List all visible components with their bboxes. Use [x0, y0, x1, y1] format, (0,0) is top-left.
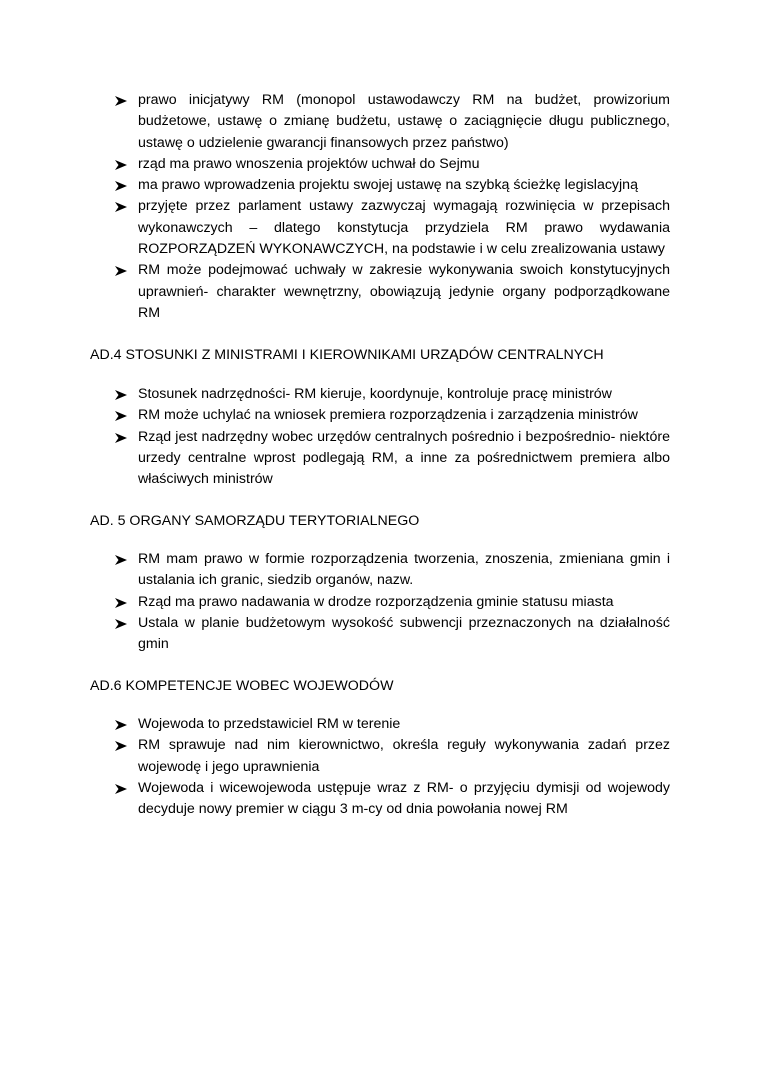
list-item	[114, 778, 670, 821]
list-item-text: rząd ma prawo wnoszenia projektów uchwał do Sejmu	[138, 155, 480, 172]
list-item-text: ma prawo wprowadzenia projektu swojej ustawę na szybką ścieżkę legislacyjną	[138, 177, 638, 194]
section-heading-ad5: AD. 5 ORGANY SAMORZĄDU TERYTORIALNEGO	[90, 513, 420, 529]
list-item	[114, 427, 670, 491]
section-heading-ad4: AD.4 STOSUNKI Z MINISTRAMI I KIEROWNIKAMI URZĄDÓW CENTRALNYCH	[90, 347, 604, 363]
section-2-list	[114, 384, 670, 490]
section-3-list	[114, 549, 670, 655]
section-heading-ad6: AD.6 KOMPETENCJE WOBEC WOJEWODÓW	[90, 678, 394, 694]
arrowhead-bullet-icon	[114, 592, 128, 613]
list-item-text: RM może podejmować uchwały w zakresie wykonywania swoich konstytucyjnych uprawnień- charakter wewnętrzny, obowiązują jedynie organy podporządkowane RM	[138, 262, 670, 321]
arrowhead-bullet-icon	[114, 778, 128, 799]
list-item	[114, 90, 670, 154]
list-item	[114, 592, 670, 613]
arrowhead-bullet-icon	[114, 196, 128, 217]
list-item-text: Wojewoda i wicewojewoda ustępuje wraz z RM- o przyjęciu dymisji od wojewody decyduje nowy premier w ciągu 3 m-cy od dnia powołania nowej RM	[138, 779, 670, 818]
arrowhead-bullet-icon	[114, 427, 128, 448]
arrowhead-bullet-icon	[114, 405, 128, 426]
list-item	[114, 196, 670, 260]
section-1-list	[114, 90, 670, 324]
arrowhead-bullet-icon	[114, 384, 128, 405]
list-item	[114, 613, 670, 656]
list-item-text: Rząd jest nadrzędny wobec urzędów centralnych pośrednio i bezpośrednio- niektóre urzedy centralne wprost podlegają RM, a inne za pośrednictwem premiera albo właściwych ministrów	[138, 428, 670, 488]
list-item	[114, 384, 670, 405]
list-item-text: prawo inicjatywy RM (monopol ustawodawczy RM na budżet, prowizorium budżetowe, ustawę o zmianę budżetu, ustawę o zaciągnięcie długu publicznego, ustawę o udzielenie gwarancji finansowych przez państwo)	[138, 92, 670, 151]
list-item	[114, 735, 670, 778]
arrowhead-bullet-icon	[114, 613, 128, 634]
list-item-text: RM mam prawo w formie rozporządzenia tworzenia, znoszenia, zmieniana gmin i ustalania ich granic, siedzib organów, nazw.	[138, 551, 670, 589]
arrowhead-bullet-icon	[114, 90, 128, 111]
list-item	[114, 405, 670, 426]
list-item-text: Ustala w planie budżetowym wysokość subwencji przeznaczonych na działalność gmin	[138, 614, 670, 653]
arrowhead-bullet-icon	[114, 735, 128, 756]
list-item-text: Wojewoda to przedstawiciel RM w terenie	[138, 716, 401, 732]
list-item	[114, 260, 670, 324]
list-item	[114, 154, 670, 175]
list-item-text: Stosunek nadrzędności- RM kieruje, koordynuje, kontroluje pracę ministrów	[138, 386, 612, 402]
arrowhead-bullet-icon	[114, 154, 128, 175]
arrowhead-bullet-icon	[114, 714, 128, 735]
list-item	[114, 549, 670, 592]
list-item-text: RM sprawuje nad nim kierownictwo, określa reguły wykonywania zadań przez wojewodę i jego uprawnienia	[138, 737, 670, 775]
list-item	[114, 714, 670, 735]
arrowhead-bullet-icon	[114, 549, 128, 570]
arrowhead-bullet-icon	[114, 260, 128, 281]
list-item-text: przyjęte przez parlament ustawy zazwyczaj wymagają rozwinięcia w przepisach wykonawczych – dlatego konstytucja przydziela RM prawo wydawania ROZPORZĄDZEŃ WYKONAWCZYCH, na podstawie i w celu zrealizowania ustawy	[138, 198, 670, 258]
section-4-list	[114, 714, 670, 820]
list-item	[114, 175, 670, 196]
list-item-text: Rząd ma prawo nadawania w drodze rozporządzenia gminie statusu miasta	[138, 593, 614, 610]
arrowhead-bullet-icon	[114, 175, 128, 196]
list-item-text: RM może uchylać na wniosek premiera rozporządzenia i zarządzenia ministrów	[138, 407, 638, 424]
